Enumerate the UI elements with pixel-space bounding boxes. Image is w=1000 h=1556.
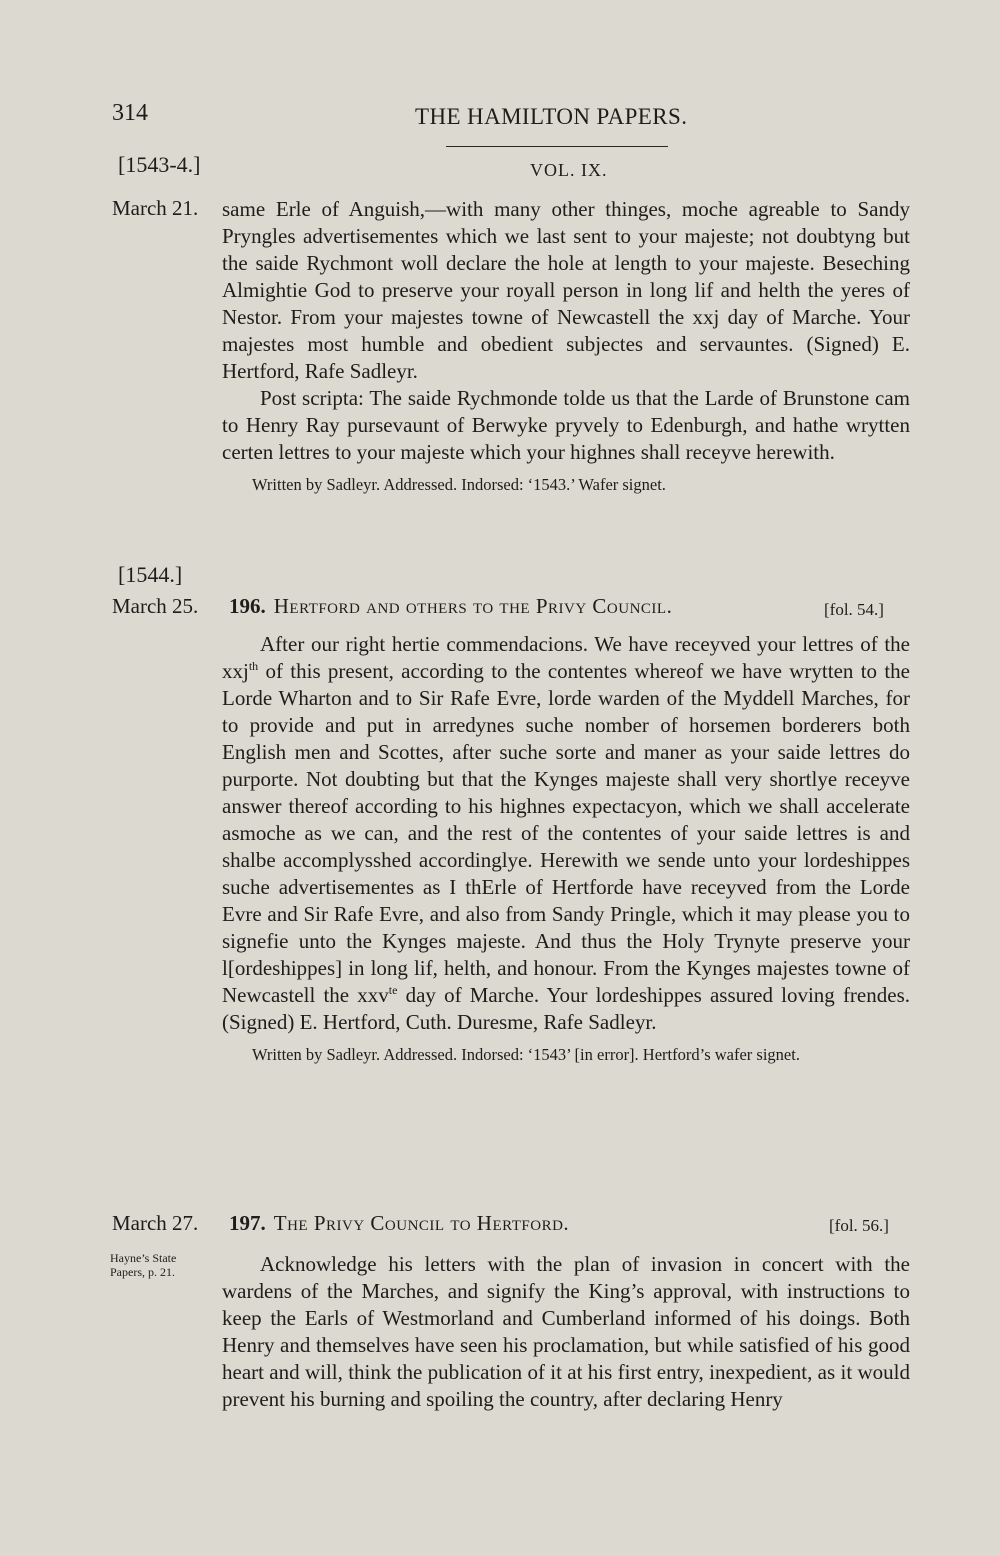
paragraph-postscript: Post scripta: The saide Rychmonde tolde us that the Larde of Brunstone cam to Henry Ray pursevaunt of Berwyke pryvely to Edenburgh, and hathe wrytten certen lettres to your majeste which your highnes shall receyve herewith. xyxy=(222,386,910,464)
letter-text-part: of this present, according to the contentes whereof we have wrytten to the Lorde Wharton and to Sir Rafe Evre, lorde warden of the Myddell Marches, for to provide and put in arredynes suche nomber of horsemen borderers both English men and Scottes, after suche sorte and maner as your saide lettres do purporte. Not doubting but that the Kynges majeste shall very shortlye receyve answer thereof according to his highnes expectacyon, which we shall accelerate asmoche as we can, and the rest of the contentes of your saide lettres is and shalbe accomplysshed accordinglye. Herewith we sende unto your lordeshippes suche advertisementes as I thErle of Hertforde have receyved from the Lorde Evre and Sir Rafe Evre, and also from Sandy Pringle, which it may please you to signefie unto the Kynges majeste. And thus the Holy Trynyte preserve your l[ordeshippes] in long lif, helth, and honour. From the Kynges majestes towne of Newcastell the xxv xyxy=(222,659,910,1007)
folio-reference: [fol. 56.] xyxy=(829,1216,889,1235)
document-title: The Privy Council to Hertford. xyxy=(273,1211,570,1235)
summary-paragraph: Acknowledge his letters with the plan of invasion in concert with the wardens of the Marches, and signify the King’s approval, with instructions to keep the Earls of Westmorland and Cumberland informed of his doings. Both Henry and themselves have seen his proclamation, but while satisfied of his good heart and will, think the publication of it at his first entry, inexpedient, as it would prevent his burning and spoiling the country, after declaring Henry xyxy=(222,1252,910,1411)
endorsement-note: Written by Sadleyr. Addressed. Indorsed: ‘1543’ [in error]. Hertford’s wafer signet. xyxy=(252,1045,800,1064)
document-number: 196. xyxy=(229,594,266,618)
letter-body-197 xyxy=(222,1251,910,1413)
year-bracket-1543: [1543-4.] xyxy=(118,152,201,177)
volume-label: VOL. IX. xyxy=(530,160,608,180)
endorsement-note: Written by Sadleyr. Addressed. Indorsed: ‘1543.’ Wafer signet. xyxy=(252,475,666,494)
margin-date-march-21: March 21. xyxy=(112,196,199,220)
margin-date-march-27: March 27. xyxy=(112,1211,199,1235)
letter-body-march-21 xyxy=(222,196,910,497)
document-number: 197. xyxy=(229,1211,266,1235)
paragraph-main: same Erle of Anguish,—with many other thinges, moche agreable to Sandy Pryngles advertisementes which we last sent to your majeste; not doubtyng but the saide Rychmont woll declare the hole at length to your majeste. Beseching Almightie God to preserve your royall person in long lif and helth the yeres of Nestor. From your majestes towne of Newcastell the xxj day of Marche. Your majestes most humble and obedient subjectes and servauntes. (Signed) E. Hertford, Rafe Sadleyr. xyxy=(222,197,910,383)
header-rule xyxy=(446,146,668,147)
letter-paragraph xyxy=(222,631,910,1036)
document-title: Hertford and others to the Privy Council. xyxy=(273,594,673,618)
page-number: 314 xyxy=(112,100,148,126)
document-heading-196 xyxy=(229,594,672,619)
document-heading-197 xyxy=(229,1211,569,1236)
letter-body-196 xyxy=(222,631,910,1067)
folio-reference: [fol. 54.] xyxy=(824,600,884,619)
side-reference: Hayne’s State Papers, p. 21. xyxy=(110,1251,177,1279)
superscript: th xyxy=(248,659,259,673)
margin-date-march-25: March 25. xyxy=(112,594,199,618)
letter-text-part: day of Marche. Your lordeshippes assured loving frendes. (Signed) E. Hertford, Cuth. Duresme, Rafe Sadleyr. xyxy=(222,983,910,1034)
running-title: THE HAMILTON PAPERS. xyxy=(415,104,688,129)
year-bracket-1544: [1544.] xyxy=(118,562,183,587)
letter-text-part: After our right hertie commendacions. We have receyved your lettres of the xxj xyxy=(222,632,910,683)
superscript: te xyxy=(388,983,398,997)
